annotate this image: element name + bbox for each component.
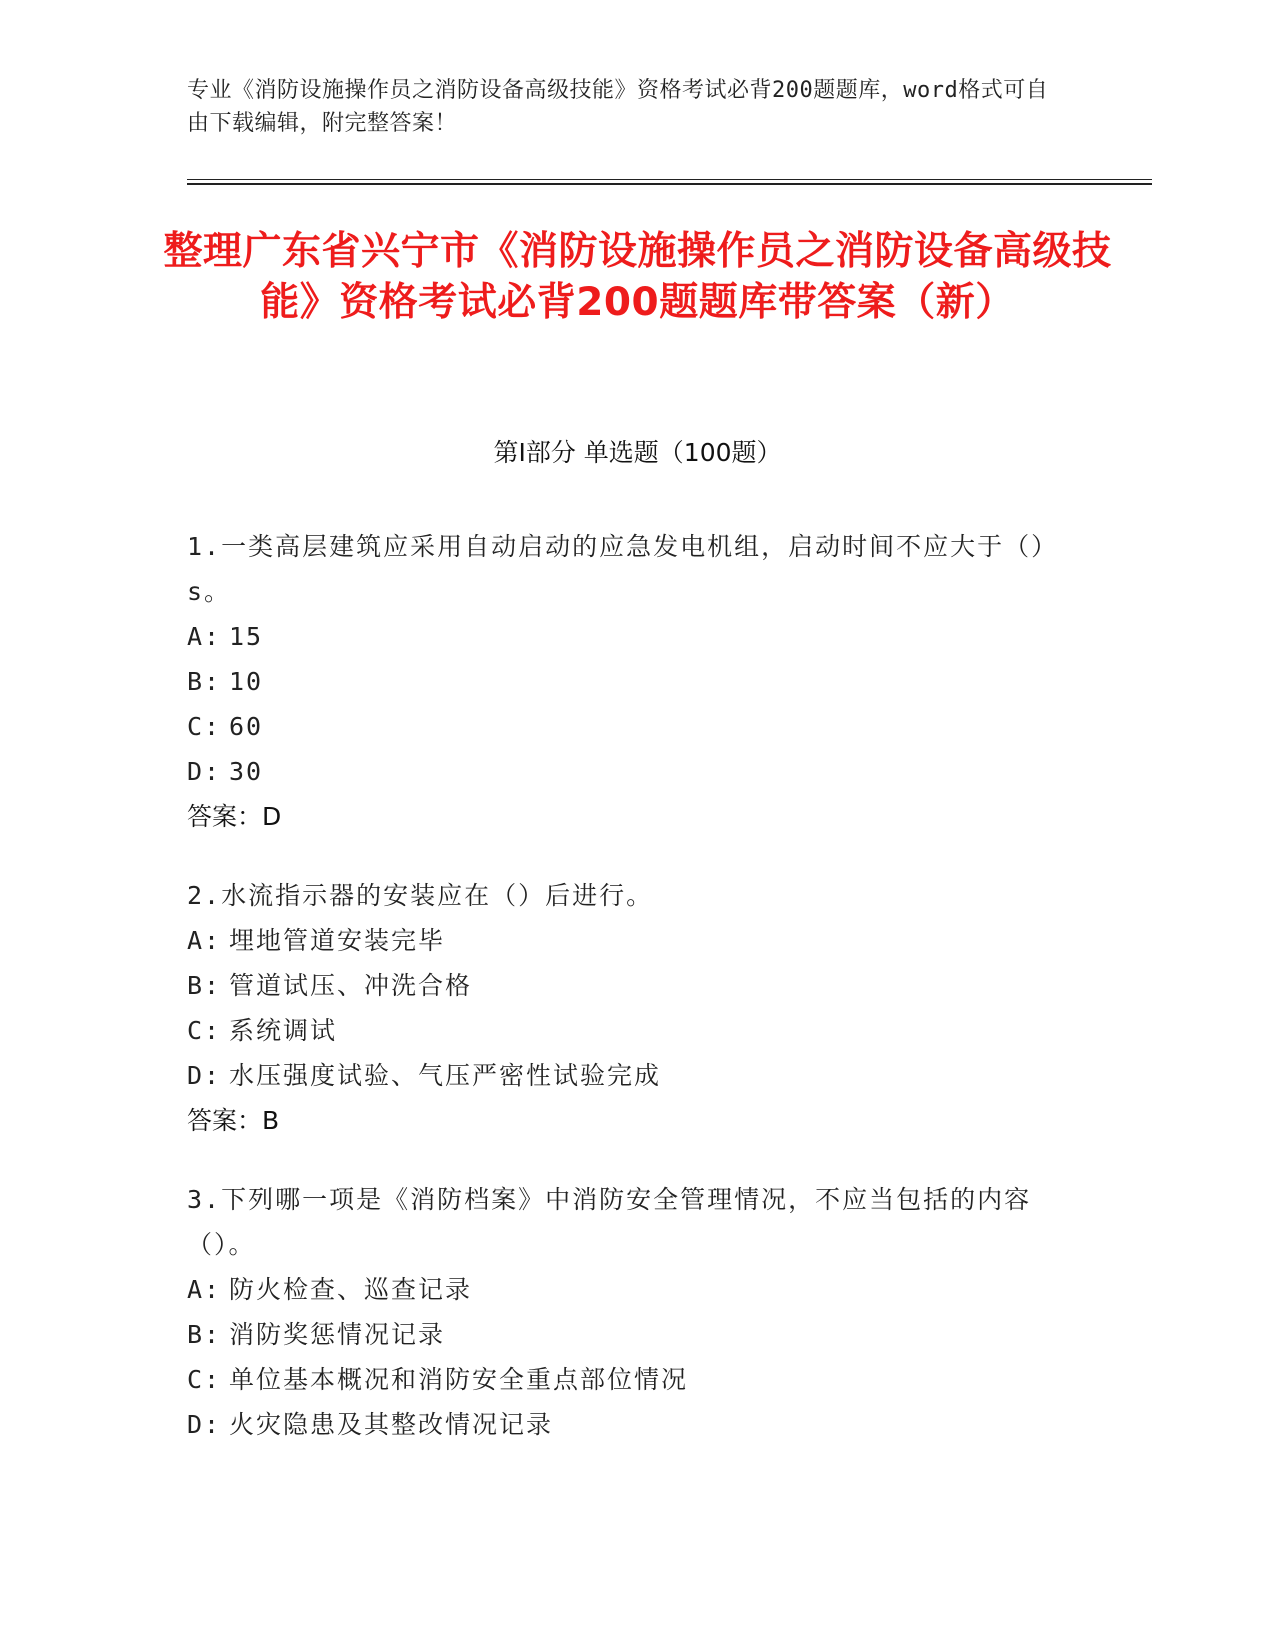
- option-text: 单位基本概况和消防安全重点部位情况: [229, 1365, 689, 1394]
- option-text: 15: [229, 622, 264, 651]
- question-stem: 3.下列哪一项是《消防档案》中消防安全管理情况，不应当包括的内容（）。: [187, 1185, 1032, 1259]
- option-key: D:: [187, 757, 222, 786]
- option-text: 60: [229, 712, 264, 741]
- question-stem: 1.一类高层建筑应采用自动启动的应急发电机组，启动时间不应大于（）s。: [187, 532, 1059, 606]
- option-d: [187, 1053, 1067, 1098]
- answer-value: D: [262, 802, 282, 831]
- option-key: C:: [187, 1016, 222, 1045]
- option-c: [187, 1357, 1067, 1402]
- option-b: [187, 1312, 1067, 1357]
- option-key: B:: [187, 971, 222, 1000]
- document-title: 整理广东省兴宁市《消防设施操作员之消防设备高级技能》资格考试必背200题题库带答案（新）: [163, 229, 1112, 325]
- option-text: 消防奖惩情况记录: [229, 1320, 446, 1349]
- option-key: A:: [187, 622, 222, 651]
- question-2: [187, 873, 1067, 1143]
- option-text: 10: [229, 667, 264, 696]
- header-divider-thick: [187, 183, 1152, 185]
- answer-line: [187, 794, 1067, 839]
- question-3: [187, 1177, 1067, 1447]
- option-key: C:: [187, 712, 222, 741]
- question-stem: 2.水流指示器的安装应在（）后进行。: [187, 881, 654, 910]
- answer-line: [187, 1098, 1067, 1143]
- header-divider-thin: [187, 179, 1152, 180]
- option-key: B:: [187, 1320, 222, 1349]
- question-1: [187, 524, 1067, 839]
- option-d: [187, 1402, 1067, 1447]
- option-d: [187, 749, 1067, 794]
- option-c: [187, 1008, 1067, 1053]
- option-key: B:: [187, 667, 222, 696]
- option-a: [187, 1267, 1067, 1312]
- option-text: 30: [229, 757, 264, 786]
- option-text: 火灾隐患及其整改情况记录: [229, 1410, 554, 1439]
- option-a: [187, 918, 1067, 963]
- option-key: D:: [187, 1410, 222, 1439]
- option-b: [187, 659, 1067, 704]
- option-text: 系统调试: [229, 1016, 338, 1045]
- question-list: [187, 524, 1067, 1481]
- option-c: [187, 704, 1067, 749]
- option-text: 防火检查、巡查记录: [229, 1275, 473, 1304]
- option-b: [187, 963, 1067, 1008]
- answer-label: 答案：: [187, 802, 263, 831]
- option-text: 管道试压、冲洗合格: [229, 971, 473, 1000]
- option-key: A:: [187, 926, 222, 955]
- option-key: D:: [187, 1061, 222, 1090]
- option-text: 水压强度试验、气压严密性试验完成: [229, 1061, 662, 1090]
- option-text: 埋地管道安装完毕: [229, 926, 446, 955]
- section-title: 第I部分 单选题（100题）: [493, 438, 782, 467]
- answer-label: 答案：: [187, 1106, 263, 1135]
- answer-value: B: [262, 1106, 280, 1135]
- option-key: C:: [187, 1365, 222, 1394]
- header-note: 专业《消防设施操作员之消防设备高级技能》资格考试必背200题题库，word格式可自由下载编辑，附完整答案！: [187, 78, 1049, 136]
- option-a: [187, 614, 1067, 659]
- option-key: A:: [187, 1275, 222, 1304]
